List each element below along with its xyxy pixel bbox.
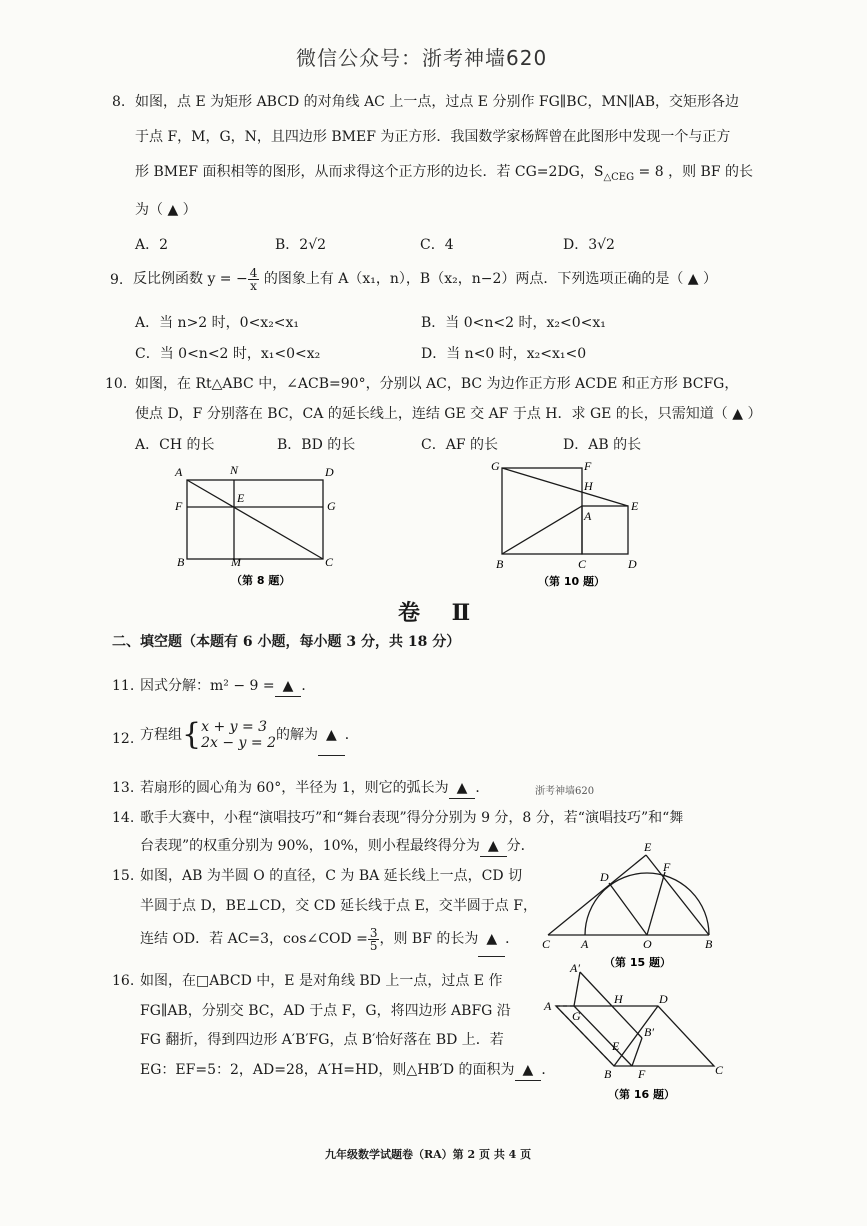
fig10-label-g: G	[491, 459, 500, 473]
q10-option-a: A．CH 的长	[135, 437, 215, 453]
fig15-radius-od	[609, 883, 647, 935]
q11-number: 11.	[112, 678, 135, 694]
fig16-label-c: C	[715, 1063, 724, 1077]
q12-brace: {	[182, 717, 202, 752]
q9-fraction: $\frac{4}{x}$	[249, 265, 258, 293]
fig8-caption: （第 8 题）	[231, 574, 291, 587]
fig16-line-fg	[574, 1006, 632, 1066]
fig16-label-a: A	[544, 999, 552, 1013]
q11-answer-blank: ▲	[275, 676, 302, 697]
fig10-label-e: E	[631, 499, 639, 513]
q11-stem: 因式分解：m² − 9 = ▲ ．	[140, 676, 315, 697]
fig15-label-c: C	[542, 937, 551, 951]
q14-number: 14.	[112, 810, 135, 826]
q9-option-b: B．当 0<n<2 时，x₂<0<x₁	[421, 315, 606, 331]
fig15-tangent-ce	[548, 855, 646, 935]
q15-line2: 半圆于点 D，BE⊥CD，交 CD 延长线于点 E，交半圆于点 F，	[140, 898, 537, 914]
q15-line1: 如图，AB 为半圆 O 的直径，C 为 BA 延长线上一点，CD 切	[140, 868, 523, 884]
fig10-line-ab	[502, 506, 582, 554]
fig15-label-o: O	[643, 937, 652, 951]
q8-option-b: B．2√2	[275, 237, 327, 253]
figure-8	[165, 462, 350, 590]
fig16-label-b1: B′	[644, 1025, 654, 1039]
q12-number: 12.	[112, 731, 135, 747]
fig15-caption: （第 15 题）	[604, 956, 671, 969]
q8-option-c: C．4	[420, 237, 454, 253]
fig10-label-f: F	[584, 459, 592, 473]
fig15-line-be	[646, 855, 709, 935]
fig10-label-b: B	[496, 557, 504, 571]
q12-system: x + y = 3 2x − y = 2	[201, 719, 276, 751]
q9-option-c: C．当 0<n<2 时，x₁<0<x₂	[135, 346, 321, 362]
fig15-label-d: D	[600, 870, 609, 884]
q15-number: 15.	[112, 868, 135, 884]
q8-option-d: D．3√2	[563, 237, 615, 253]
figure-16	[538, 962, 738, 1107]
figure-10	[488, 456, 648, 590]
fig8-diagonal-ac	[187, 480, 323, 559]
q10-option-c: C．AF 的长	[421, 437, 498, 453]
fig10-label-h: H	[584, 479, 593, 493]
q12-answer-blank: ▲	[318, 715, 345, 756]
fig15-label-a: A	[581, 937, 589, 951]
fig16-line-a1b1	[580, 972, 642, 1038]
fig8-label-a: A	[175, 465, 183, 479]
fig10-caption: （第 10 题）	[538, 575, 605, 588]
q15-fraction: $\frac{3}{5}$	[369, 925, 378, 953]
q10-option-d: D．AB 的长	[563, 437, 642, 453]
q10-line2: 使点 D，F 分别落在 BC，CA 的延长线上，连结 GE 交 AF 于点 H．求 GE 的长，只需知道（ ▲ ）	[135, 406, 762, 422]
q12-stem: 方程组{ x + y = 3 2x − y = 2 的解为 ▲ ．	[140, 715, 359, 756]
q9-number: 9.	[110, 272, 124, 288]
part-2-title: 卷 Ⅱ	[398, 600, 483, 626]
page-footer: 九年级数学试题卷（RA）第 2 页 共 4 页	[325, 1148, 532, 1161]
q14-line1: 歌手大赛中，小程“演唱技巧”和“舞台表现”得分分别为 9 分，8 分，若“演唱技巧”和“舞	[140, 810, 684, 826]
q13-stem: 若扇形的圆心角为 60°，半径为 1，则它的弧长为 ▲ ．	[140, 778, 489, 799]
fig8-label-m: M	[231, 555, 241, 569]
q16-line1: 如图，在□ABCD 中，E 是对角线 BD 上一点，过点 E 作	[140, 973, 503, 989]
fig16-label-g: G	[572, 1009, 581, 1023]
fig15-label-f: F	[663, 860, 671, 874]
fig10-line-ge	[502, 468, 628, 506]
q8-line4: 为（ ▲ ）	[135, 202, 197, 218]
fig8-label-e: E	[237, 491, 245, 505]
fig16-label-e: E	[612, 1039, 620, 1053]
figure-15	[538, 838, 718, 973]
q9-stem: 反比例函数 y = − $\frac{4}{x}$ 的图象上有 A（x₁，n），B（x₂，n−2）两点．下列选项正确的是（ ▲ ）	[133, 265, 718, 293]
fig16-label-a1: A′	[570, 962, 580, 975]
q16-line2: FG∥AB，分别交 BC，AD 于点 F，G，将四边形 ABFG 沿	[140, 1003, 511, 1019]
fig16-label-b: B	[604, 1067, 612, 1081]
q16-answer-blank: ▲	[515, 1060, 542, 1081]
q8-line3: 形 BMEF 面积相等的图形，从而求得这个正方形的边长．若 CG=2DG，$S_{\triangle CEG} = 8$ ，则 BF 的长	[135, 164, 753, 183]
fig8-label-n: N	[230, 463, 239, 477]
fig16-label-f: F	[638, 1067, 646, 1081]
q9-option-d: D．当 n<0 时，x₂<x₁<0	[421, 346, 587, 362]
fig8-label-b: B	[177, 555, 185, 569]
fig10-label-a: A	[584, 509, 592, 523]
section-2-heading: 二、填空题（本题有 6 小题，每小题 3 分，共 18 分）	[112, 634, 461, 650]
q16-line3: FG 翻折，得到四边形 A′B′FG，点 B′恰好落在 BD 上．若	[140, 1032, 504, 1048]
fig15-label-e: E	[644, 840, 652, 854]
q10-number: 10.	[105, 376, 128, 392]
fig15-line-of	[647, 872, 665, 935]
fig10-label-d: D	[628, 557, 637, 571]
watermark-text: 浙考神墙620	[535, 786, 595, 797]
fig16-line-a1g	[574, 972, 580, 1006]
fig16-line-b1f	[632, 1038, 642, 1066]
fig8-label-c: C	[325, 555, 334, 569]
q9-option-a: A．当 n>2 时，0<x₂<x₁	[135, 315, 300, 331]
fig15-label-b: B	[705, 937, 713, 951]
q13-number: 13.	[112, 780, 135, 796]
fig10-square-bcfg	[502, 468, 582, 554]
page-header: 微信公众号：浙考神墙620	[296, 46, 548, 70]
q8-line1: 如图，点 E 为矩形 ABCD 的对角线 AC 上一点，过点 E 分别作 FG∥BC，MN∥AB，交矩形各边	[135, 94, 739, 110]
fig16-label-h: H	[614, 992, 623, 1006]
fig16-caption: （第 16 题）	[608, 1088, 675, 1101]
fig8-label-f: F	[175, 499, 183, 513]
q8-number: 8.	[112, 94, 126, 110]
fig8-label-g: G	[327, 499, 336, 513]
q13-answer-blank: ▲	[449, 778, 476, 799]
q16-number: 16.	[112, 973, 135, 989]
q10-line1: 如图，在 Rt△ABC 中，∠ACB=90°，分别以 AC，BC 为边作正方形 ACDE 和正方形 BCFG，	[135, 376, 739, 392]
q8-line2: 于点 F，M，G，N，且四边形 BMEF 为正方形．我国数学家杨辉曾在此图形中发现一个与正方	[135, 129, 731, 145]
q14-answer-blank: ▲	[480, 836, 507, 857]
q15-answer-blank: ▲	[478, 922, 505, 957]
q10-option-b: B．BD 的长	[277, 437, 356, 453]
fig16-label-d: D	[659, 992, 668, 1006]
q8-option-a: A．2	[135, 237, 169, 253]
fig8-label-d: D	[325, 465, 334, 479]
q14-line2: 台表现”的权重分别为 90%，10%，则小程最终得分为 ▲ 分．	[140, 836, 535, 857]
fig10-label-c: C	[578, 557, 587, 571]
q16-line4: EG：EF=5：2，AD=28，A′H=HD，则△HB′D 的面积为 ▲ ．	[140, 1060, 555, 1081]
q15-line3: 连结 OD．若 AC=3，cos∠COD = $\frac{3}{5}$ ，则 BF 的长为 ▲ ．	[140, 922, 519, 957]
